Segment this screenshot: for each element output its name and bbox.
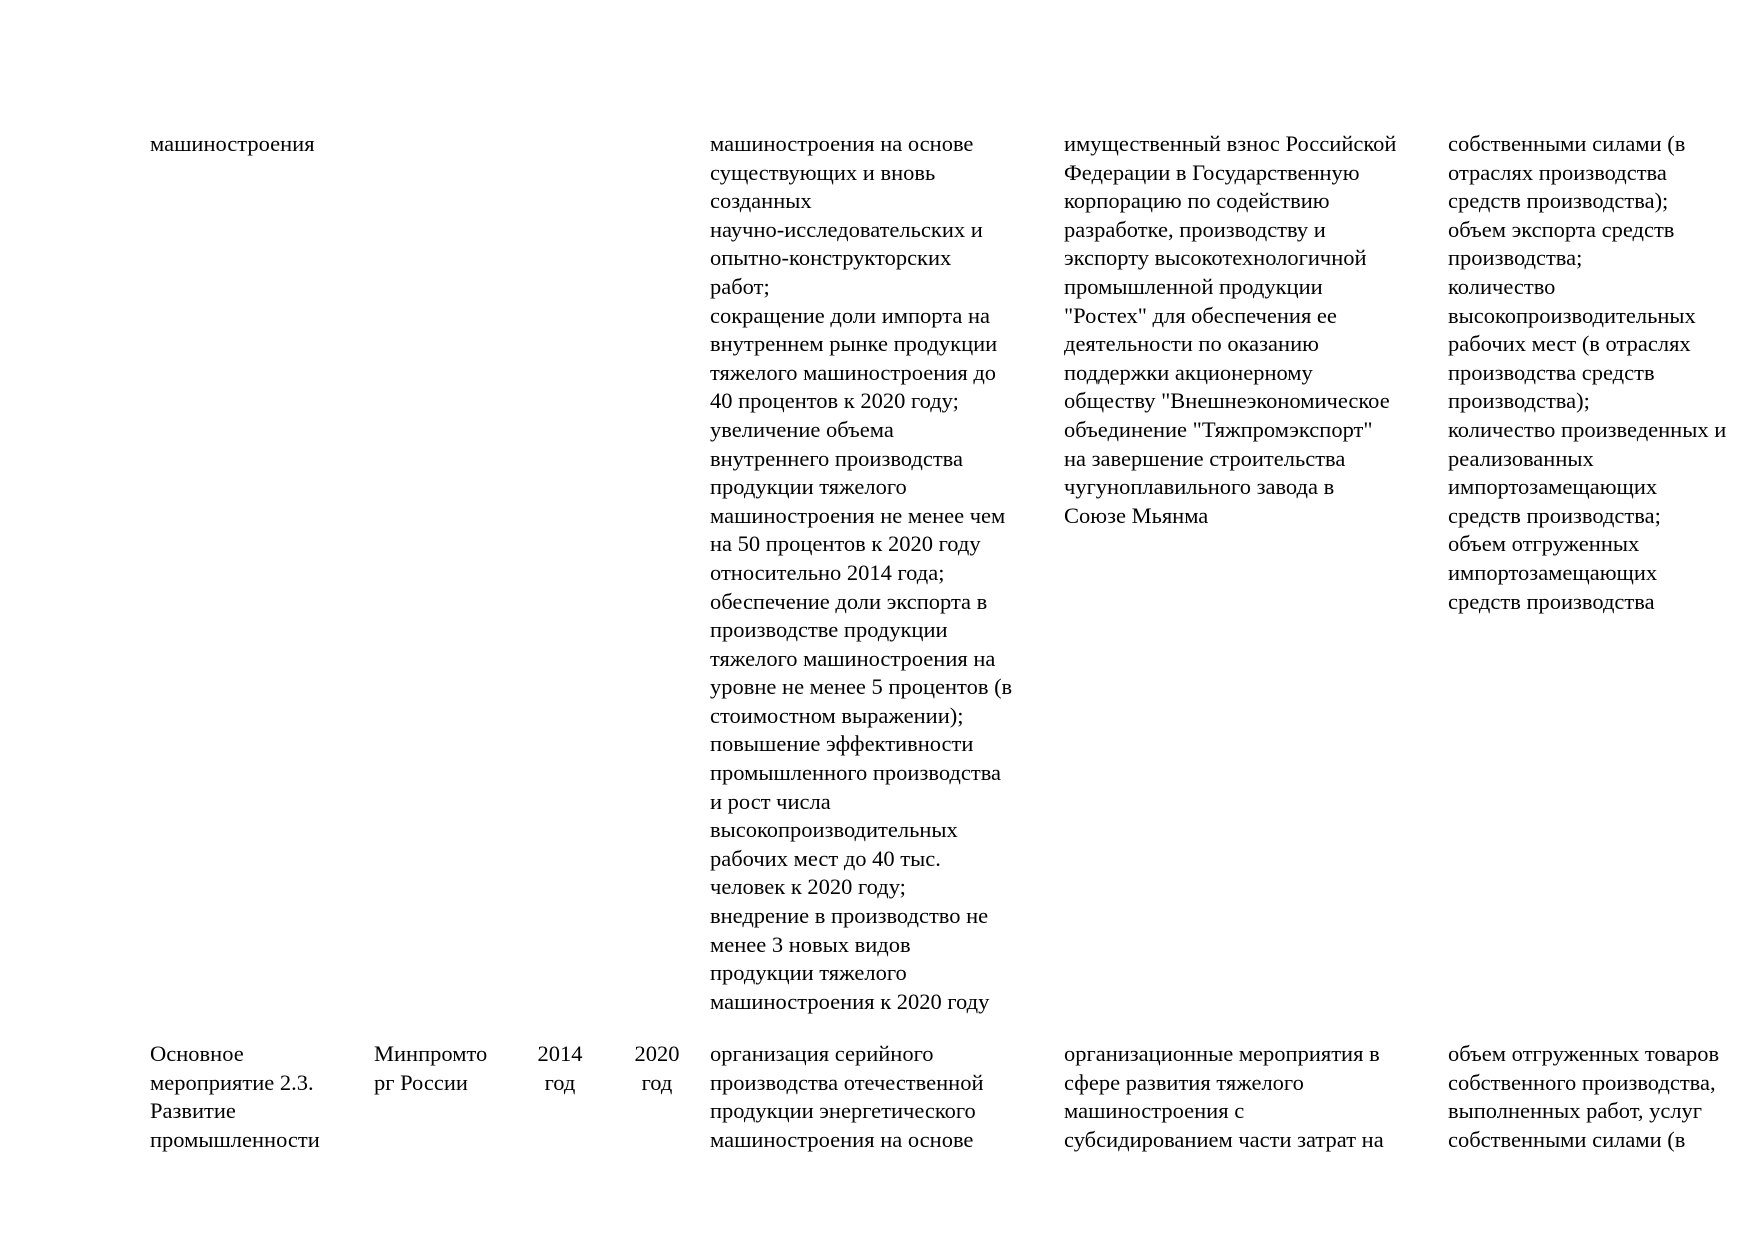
- table-cell-main-directions: организационные мероприятия в сфере развития тяжелого машиностроения с субсидированием части затрат на: [1064, 1041, 1384, 1152]
- table-cell-executor: Минпромто рг России: [374, 1041, 488, 1095]
- table-cell-expected-result: машиностроения на основе существующих и вновь созданных научно-исследовательских и опытно-конструкторских работ; сокращение доли импорта на внутреннем рынке продукции тяжелого машиностроения до 40 процентов к 2020 году; увеличение объема внутреннего производства продукции тяжелого машиностроения не менее чем на 50 процентов к 2020 году относительно 2014 года; обеспечение доли экспорта в производстве продукции тяжелого машиностроения на уровне не менее 5 процентов (в стоимостном выражении); повышение эффективности промышленного производства и рост числа высокопроизводительных рабочих мест до 40 тыс. человек к 2020 году; внедрение в производство не менее 3 новых видов продукции тяжелого машиностроения к 2020 году: [710, 131, 1013, 1014]
- table-cell-start-year: 2014 год: [537, 1041, 583, 1095]
- table-cell-indicators: объем отгруженных товаров собственного производства, выполненных работ, услуг собственными силами (в: [1448, 1041, 1720, 1152]
- table-cell-main-directions: имущественный взнос Российской Федерации в Государственную корпорацию по содействию разработке, производству и экспорту высокотехнологичной промышленной продукции "Ростех" для обеспечения ее деятельности по оказанию поддержки акционерному обществу "Внешнеэкономическое объединение "Тяжпромэкспорт" на завершение строительства чугуноплавильного завода в Союзе Мьянма: [1064, 131, 1397, 528]
- table-cell-indicators: собственными силами (в отраслях производства средств производства); объем экспорта средств производства; количество высокопроизводительных рабочих мест (в отраслях производства средств производства); количество произведенных и реализованных импортозамещающих средств производства; объем отгруженных импортозамещающих средств производства: [1448, 131, 1727, 614]
- table-cell-end-year: 2020 год: [634, 1041, 680, 1095]
- table-cell-event: Основное мероприятие 2.3. Развитие промышленности: [150, 1041, 320, 1152]
- table-cell-expected-result: организация серийного производства отечественной продукции энергетического машиностроения на основе: [710, 1041, 984, 1152]
- table-cell-event: машиностроения: [150, 131, 315, 156]
